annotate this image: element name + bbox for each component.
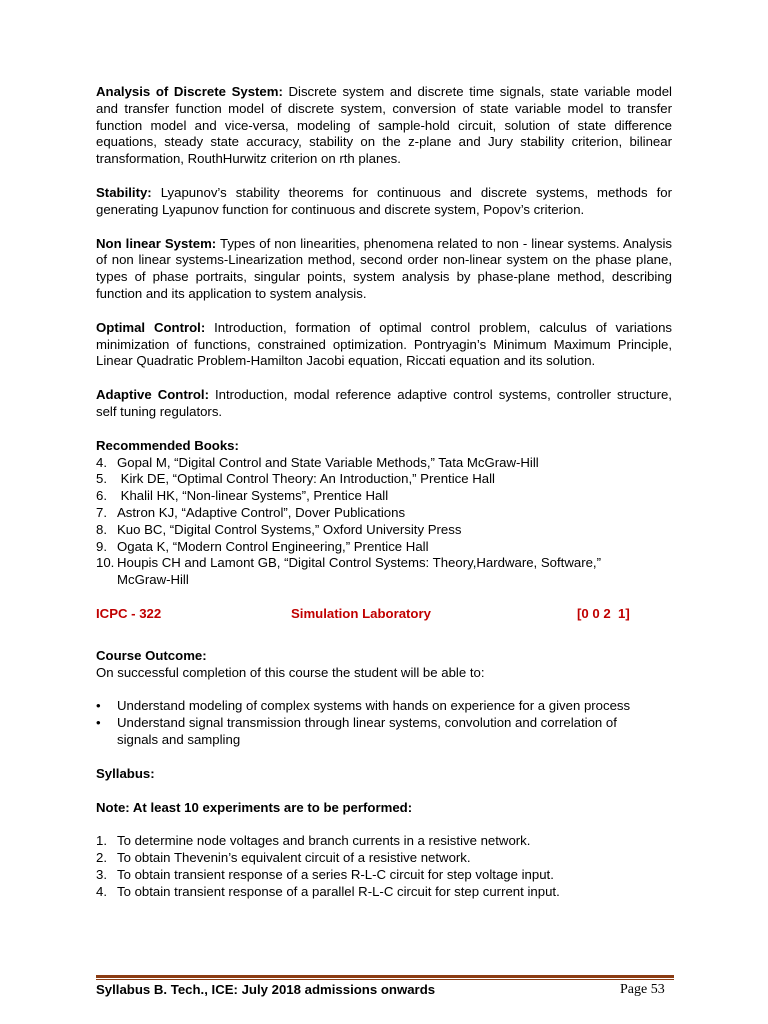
list-item — [96, 698, 672, 715]
course-title: Simulation Laboratory — [291, 605, 431, 621]
list-number: 10. — [96, 555, 115, 571]
section-text: Lyapunov’s stability theorems for continuous and discrete systems, methods for generating Lyapunov function for continuous and discrete system, Popov’s criterion. — [96, 184, 672, 217]
list-number: 1. — [96, 833, 107, 849]
list-text: To obtain transient response of a series R-L-C circuit for step voltage input. — [117, 866, 554, 882]
section-text: Introduction, modal reference adaptive control systems, controller structure, self tuning regulators. — [96, 387, 672, 419]
list-item — [96, 539, 672, 556]
list-number: 2. — [96, 850, 107, 866]
list-text: Gopal M, “Digital Control and State Variable Methods,” Tata McGraw-Hill — [117, 454, 539, 470]
list-number: 4. — [96, 454, 107, 470]
books-list — [96, 455, 672, 589]
course-code: ICPC - 322 — [96, 605, 162, 621]
list-text: Kuo BC, “Digital Control Systems,” Oxford University Press — [117, 521, 462, 537]
outcome-list — [96, 698, 672, 748]
outcome-heading: Course Outcome: — [96, 647, 207, 663]
list-text: Kirk DE, “Optimal Control Theory: An Introduction,” Prentice Hall — [117, 471, 495, 487]
document-body — [96, 84, 672, 900]
list-number: 4. — [96, 883, 107, 899]
list-number: 3. — [96, 866, 107, 882]
section-heading: Analysis of Discrete System: — [96, 84, 283, 99]
list-number: 6. — [96, 488, 107, 504]
section-stability — [96, 185, 672, 219]
list-text: Understand modeling of complex systems with hands on experience for a given process — [117, 698, 631, 714]
section-heading: Adaptive Control: — [96, 387, 209, 403]
section-heading: Non linear System: — [96, 235, 217, 251]
list-text: Ogata K, “Modern Control Engineering,” Prentice Hall — [117, 538, 429, 554]
list-text: Khalil HK, “Non-linear Systems”, Prentice Hall — [117, 488, 389, 504]
list-item — [96, 833, 672, 850]
list-item — [96, 715, 672, 749]
list-text: Houpis CH and Lamont GB, “Digital Control Systems: Theory,Hardware, Software,” McGraw-Hill — [117, 555, 601, 588]
list-item — [96, 471, 672, 488]
list-number: 5. — [96, 471, 107, 487]
section-text: Introduction, formation of optimal control problem, calculus of variations minimization of functions, constrained optimization. Pontryagin’s Minimum Maximum Principle, Linear Quadratic Problem-Hamilton Jacobi equation, Riccati equation and its solution. — [96, 319, 672, 369]
list-item — [96, 455, 672, 472]
note-text: Note: At least 10 experiments are to be performed: — [96, 799, 413, 815]
list-number: 9. — [96, 538, 107, 554]
list-text: Astron KJ, “Adaptive Control”, Dover Publications — [117, 504, 406, 520]
section-text: Discrete system and discrete time signals, state variable model and transfer function model of discrete system, conversion of state variable model to transfer function model and vice-versa, modeling of sample-hold circuit, solution of state difference equations, steady state accuracy, stability on the z-plane and Jury stability criterion, bilinear transformation, RouthHurwitz criterion on rth planes. — [96, 84, 672, 167]
page-number: Page 53 — [620, 982, 665, 997]
list-text: Understand signal transmission through linear systems, convolution and correlation of signals and sampling — [117, 715, 617, 747]
section-text: Types of non linearities, phenomena related to non - linear systems. Analysis of non linear systems-Linearization method, second order non-linear system on the phase plane, types of phase portraits, singular points, system analysis by phase-plane method, describing function and its application to system analysis. — [96, 235, 672, 301]
section-discrete-system — [96, 84, 672, 168]
outcome-intro: On successful completion of this course the student will be able to: — [96, 664, 485, 680]
list-item — [96, 867, 672, 884]
list-item — [96, 884, 672, 901]
list-number: 8. — [96, 521, 107, 537]
experiments-list — [96, 833, 672, 900]
list-item — [96, 505, 672, 522]
list-number: 7. — [96, 504, 107, 520]
list-item — [96, 850, 672, 867]
section-nonlinear-system — [96, 236, 672, 303]
footer-rule — [96, 975, 674, 978]
footer-text: Syllabus B. Tech., ICE: July 2018 admissions onwards — [96, 982, 436, 997]
course-credits: [0 0 2 1] — [577, 605, 630, 621]
section-adaptive-control — [96, 387, 672, 421]
list-text: To obtain Thevenin’s equivalent circuit of a resistive network. — [117, 850, 471, 866]
section-heading: Optimal Control: — [96, 319, 206, 335]
list-text: To obtain transient response of a parallel R-L-C circuit for step current input. — [117, 883, 560, 899]
course-header — [96, 606, 672, 623]
list-item — [96, 488, 672, 505]
footer-rule-thin — [96, 979, 674, 980]
list-item — [96, 522, 672, 539]
books-heading: Recommended Books: — [96, 437, 239, 453]
section-optimal-control — [96, 320, 672, 370]
syllabus-heading: Syllabus: — [96, 765, 155, 781]
list-text: To determine node voltages and branch currents in a resistive network. — [117, 833, 531, 849]
list-item — [96, 555, 672, 589]
bullet-icon: • — [96, 698, 101, 714]
bullet-icon: • — [96, 715, 101, 731]
section-heading: Stability: — [96, 184, 152, 200]
